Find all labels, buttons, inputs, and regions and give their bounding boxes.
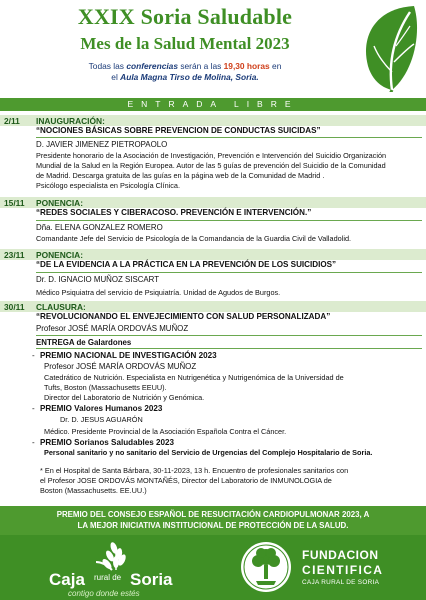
speaker-bio: Mundial de la Salud en la Región Europea. Autor de las 5 guías de prevención del Suicidio de la Comunidad [36,161,386,170]
speaker-name: Profesor JOSÉ MARÍA ORDOVÁS MUÑOZ [36,324,189,333]
speaker-bio: Comandante Jefe del Servicio de Psicología de la Comandancia de la Guardia Civil de Valladolid. [36,234,352,243]
caja-rural-soria: Soria [130,570,173,589]
event-subtitle: Mes de la Salud Mental 2023 [80,34,290,53]
event-date: 23/11 [4,250,25,260]
award-title: PREMIO Sorianos Saludables 2023 [40,438,175,447]
free-entry-banner: ENTRADA LIBRE [0,98,426,111]
header [0,0,426,92]
award-detail: Catedrático de Nutrición. Especialista en Nutrigenética y Nutrigenómica de la Universidad de [44,373,344,382]
event-topic: “REDES SOCIALES Y CIBERACOSO. PREVENCIÓN E INTERVENCIÓN.” [36,208,312,217]
speaker-bio: Psicólogo especialista en Psicología Clínica. [36,181,180,190]
bullet: - [32,404,35,413]
award-detail: Tufts, Boston (Massachusetts EEUU). [44,383,167,392]
award-detail: Médico. Presidente Provincial de la Asociación Española Contra el Cáncer. [44,427,287,436]
hospital-note: el Profesor JOSE ORDOVÁS MONTAÑÉS, Director del Laboratorio de INMUNOLOGIA de [40,476,332,485]
caja-rural-tagline: contigo donde estés [68,589,140,598]
award-detail: Dr. D. JESUS AGUARÓN [60,415,143,424]
event-topic: “NOCIONES BÁSICAS SOBRE PREVENCION DE CONDUCTAS SUICIDAS” [36,126,321,135]
fundacion-name: FUNDACION [302,548,379,562]
divider [36,348,422,349]
award-banner-line: PREMIO DEL CONSEJO ESPAÑOL DE RESUCITACIÓN CARDIOPULMONAR 2023, A [56,510,370,519]
event-type: PONENCIA: [36,198,83,208]
event-type: PONENCIA: [36,250,83,260]
award-title: PREMIO Valores Humanos 2023 [40,404,163,413]
fundacion-name-2: CIENTIFICA [302,563,384,577]
divider [36,220,422,221]
speaker-name: D. JAVIER JIMENEZ PIETROPAOLO [36,140,168,149]
award-detail: Personal sanitario y no sanitario del Servicio de Urgencias del Complejo Hospitalario de Soria. [44,448,373,457]
award-banner [0,506,426,535]
event-type: INAUGURACIÓN: [36,116,105,126]
award-title: PREMIO NACIONAL DE INVESTIGACIÓN 2023 [40,351,217,360]
divider [36,272,422,273]
divider [36,335,422,336]
fundacion-subtitle: CAJA RURAL DE SORIA [302,579,380,586]
speaker-bio: Médico Psiquiatra del servicio de Psiquiatría. Unidad de Agudos de Burgos. [36,288,281,297]
event-inauguracion [0,114,426,194]
bullet: - [32,351,35,360]
caja-rural-name: Caja [49,570,85,589]
event-ponencia-2 [0,248,426,300]
event-date: 30/11 [4,302,25,312]
event-type: CLAUSURA: [36,302,86,312]
speaker-bio: de Madrid. Descarga gratuita de las guías en la página web de la Comunidad de Madrid . [36,171,325,180]
event-ponencia-1 [0,196,426,246]
divider [36,137,422,138]
event-date: 2/11 [4,116,20,126]
event-title: XXIX Soria Saludable [77,4,293,29]
award-detail: Director del Laboratorio de Nutrición y Genómica. [44,393,205,402]
event-topic: “DE LA EVIDENCIA A LA PRÁCTICA EN LA PREVENCIÓN DE LOS SUICIDIOS” [36,260,337,269]
speaker-name: Dr. D. IGNACIO MUÑOZ SISCART [36,275,160,284]
tree-logo-icon [240,541,292,593]
award-detail: Profesor JOSÉ MARÍA ORDOVÁS MUÑOZ [44,362,197,371]
event-clausura [0,300,426,505]
event-date: 15/11 [4,198,25,208]
speaker-name: Dña. ELENA GONZALEZ ROMERO [36,223,163,232]
awards-label: ENTREGA de Galardones [36,338,132,347]
venue-info: el Aula Magna Tirso de Molina, Soria. [111,72,259,82]
speaker-bio: Presidente honorario de la Asociación de Investigación, Prevención e Intervención del Suicidio Organización [36,151,387,160]
hospital-note: Boston (Massachusetts. EE.UU.) [40,486,147,495]
award-banner-line: LA MEJOR INICIATIVA INSTITUCIONAL DE PROTECCIÓN DE LA SALUD. [77,520,349,530]
caja-rural-small: rural de [94,573,122,582]
schedule-info: Todas las conferencias serán a las 19,30 horas en [88,61,282,71]
bullet: - [32,438,35,447]
event-topic: “REVOLUCIONANDO EL ENVEJECIMIENTO CON SALUD PERSONALIZADA” [36,312,331,321]
hospital-note: * En el Hospital de Santa Bárbara, 30-11-2023, 13 h. Encuentro de profesionales sanitarios con [40,466,349,475]
